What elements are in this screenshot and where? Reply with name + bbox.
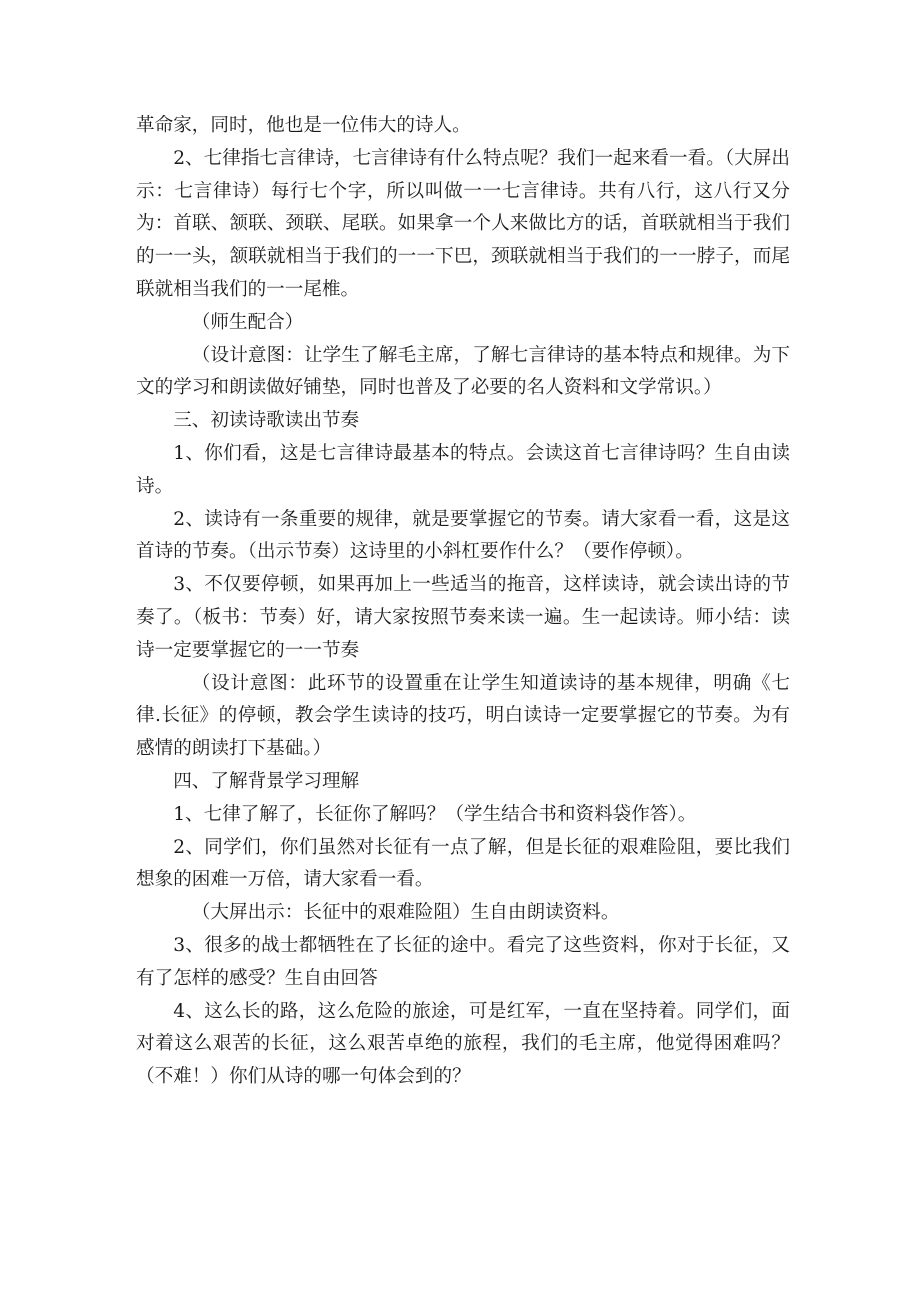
paragraph-step-2: 2、读诗有一条重要的规律，就是要掌握它的节奏。请大家看一看，这是这首诗的节奏。（出示节奏）这诗里的小斜杠要作什么？（要作停顿）。 <box>136 508 790 563</box>
paragraph-background-1: 1、七律了解了，长征你了解吗？（学生结合书和资料袋作答）。 <box>173 803 697 825</box>
paragraph-background-3: 3、很多的战士都牺牲在了长征的途中。看完了这些资料，你对于长征，又有了怎样的感受？生自由回答 <box>136 934 790 989</box>
paragraph-qilv-features: 2、七律指七言律诗，七言律诗有什么特点呢？我们一起来看一看。（大屏出示：七言律诗）每行七个字，所以叫做一一七言律诗。共有八行，这八行又分为：首联、颔联、颈联、尾联。如果拿一个人来做比方的话，首联就相当于我们的一一头，颔联就相当于我们的一一下巴，颈联就相当于我们的一一脖子，而尾联就相当我们的一一尾椎。 <box>136 147 790 300</box>
paragraph-design-intent-1: （设计意图：让学生了解毛主席，了解七言律诗的基本特点和规律。为下文的学习和朗读做好铺垫，同时也普及了必要的名人资料和文学常识。） <box>136 344 790 399</box>
paragraph-background-2: 2、同学们，你们虽然对长征有一点了解，但是长征的艰难险阻，要比我们想象的困难一万倍，请大家看一看。 <box>136 836 790 891</box>
section-heading-3: 三、初读诗歌读出节奏 <box>173 410 360 432</box>
paragraph-screen-show: （大屏出示：长征中的艰难险阻）生自由朗读资料。 <box>191 902 620 924</box>
section-heading-4: 四、了解背景学习理解 <box>173 770 360 792</box>
paragraph-background-4: 4、这么长的路，这么危险的旅途，可是红军，一直在坚持着。同学们，面对着这么艰苦的长征，这么艰苦卓绝的旅程，我们的毛主席，他觉得困难吗？（不难！）你们从诗的哪一句体会到的？ <box>136 1000 790 1088</box>
paragraph-continuation: 革命家，同时，他也是一位伟大的诗人。 <box>136 115 471 136</box>
paragraph-step-1: 1、你们看，这是七言律诗最基本的特点。会读这首七言律诗吗？生自由读诗。 <box>136 442 790 497</box>
paragraph-design-intent-2: （设计意图：此环节的设置重在让学生知道读诗的基本规律，明确《七律.长征》的停顿，教会学生读诗的技巧，明白读诗一定要掌握它的节奏。为有感情的朗读打下基础。） <box>136 672 790 760</box>
paragraph-step-3: 3、不仅要停顿，如果再加上一些适当的拖音，这样读诗，就会读出诗的节奏了。（板书：节奏）好，请大家按照节奏来读一遍。生一起读诗。师小结：读诗一定要掌握它的一一节奏 <box>136 574 790 661</box>
paragraph-teacher-student: （师生配合） <box>191 311 304 333</box>
document-body <box>136 110 790 1094</box>
